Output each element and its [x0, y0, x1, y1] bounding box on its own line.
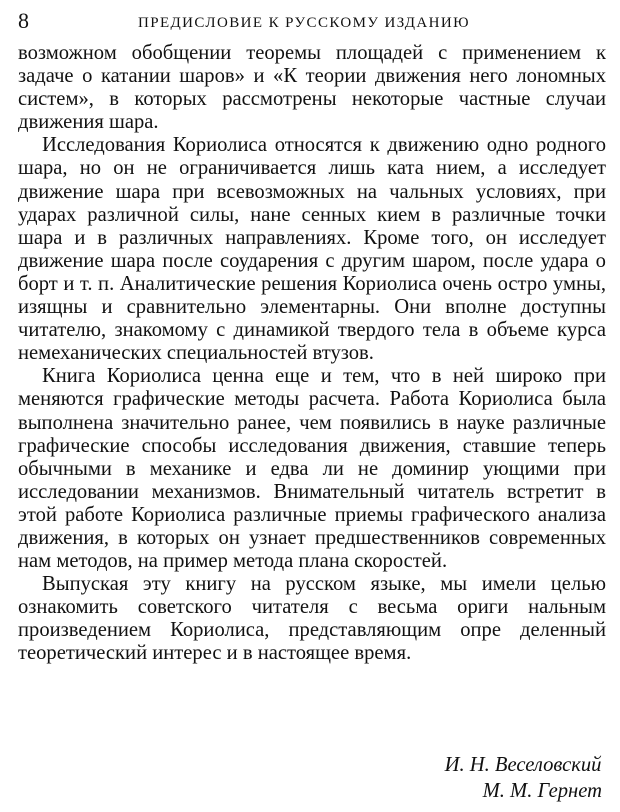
- text-line: к задаче о катании шаров» и «К теории движения него: [18, 42, 606, 88]
- book-page: [18, 6, 606, 806]
- text-line: доступны читателю, знакомому с динамикой твердого тела: [18, 296, 606, 342]
- text-line: нием, а исследует движение шара при всевозможных на: [18, 157, 606, 203]
- text-line: читатель встретит в этой работе Кориолиса различные: [18, 480, 606, 526]
- paragraph-continued: [18, 42, 606, 134]
- signatures: [445, 752, 602, 804]
- text-line: сенных кием в различные точки шара и в различных: [18, 203, 606, 249]
- paragraph-publication-purpose: [18, 573, 606, 665]
- text-line: частные случаи движения шара.: [18, 88, 606, 134]
- text-line: деленный теоретический интерес и в настоящее время.: [18, 619, 606, 665]
- text-line: пример метода плана скоростей.: [163, 550, 448, 573]
- text-line: после соударения с другим шаром, после удара о борт: [18, 249, 606, 295]
- text-line: узнает предшественников современных нам методов, на: [18, 526, 606, 573]
- text-line: в объеме курса немеханических специальностей втузов.: [18, 319, 606, 365]
- page-number: 8: [18, 8, 29, 33]
- text-line: целью ознакомить советского читателя с весьма ориги: [18, 573, 606, 619]
- text-line: ставшие теперь обычными в механике и едва ли не доминир: [18, 434, 606, 480]
- text-line: Книга Кориолиса ценна еще и тем, что в ней широко при: [42, 365, 606, 388]
- text-line: различные графические способы исследования движения,: [18, 411, 606, 457]
- paragraph-graphical-methods: [18, 365, 606, 573]
- text-line: направлениях. Кроме того, он исследует движение шара: [18, 226, 606, 272]
- text-line: родного шара, но он не ограничивается лишь ката: [18, 134, 606, 180]
- text-line: Исследования Кориолиса относятся к движению одно: [42, 134, 529, 157]
- page-header: [18, 6, 606, 42]
- running-head: ПРЕДИСЛОВИЕ К РУССКОМУ ИЗДАНИЮ: [138, 15, 470, 31]
- text-line: меняются графические методы расчета. Работа Кориолиса: [18, 388, 563, 411]
- text-line: ующими при исследовании механизмов. Внимательный: [18, 457, 606, 503]
- text-line: была выполнена значительно ранее, чем появились в науке: [18, 388, 606, 434]
- signature-veselovsky: И. Н. Веселовский: [444, 754, 602, 776]
- paragraph-coriolis-research: [18, 134, 606, 365]
- signature-gernet: М. М. Гернет: [482, 780, 602, 802]
- text-line: приемы графического анализа движения, в которых он: [18, 503, 606, 549]
- text-line: Выпуская эту книгу на русском языке, мы имели: [42, 573, 551, 596]
- text-line: возможном обобщении теоремы площадей с применением: [18, 42, 596, 64]
- body-text: [18, 42, 606, 666]
- text-line: чальных условиях, при ударах различной силы, нане: [18, 180, 606, 226]
- text-line: нальным произведением Кориолиса, представляющим опре: [18, 596, 606, 642]
- text-line: умны, изящны и сравнительно элементарны. Они вполне: [18, 272, 606, 319]
- text-line: лономных систем», в которых рассмотрены некоторые: [18, 65, 606, 111]
- text-line: и т. п. Аналитические решения Кориолиса очень остро: [63, 272, 548, 295]
